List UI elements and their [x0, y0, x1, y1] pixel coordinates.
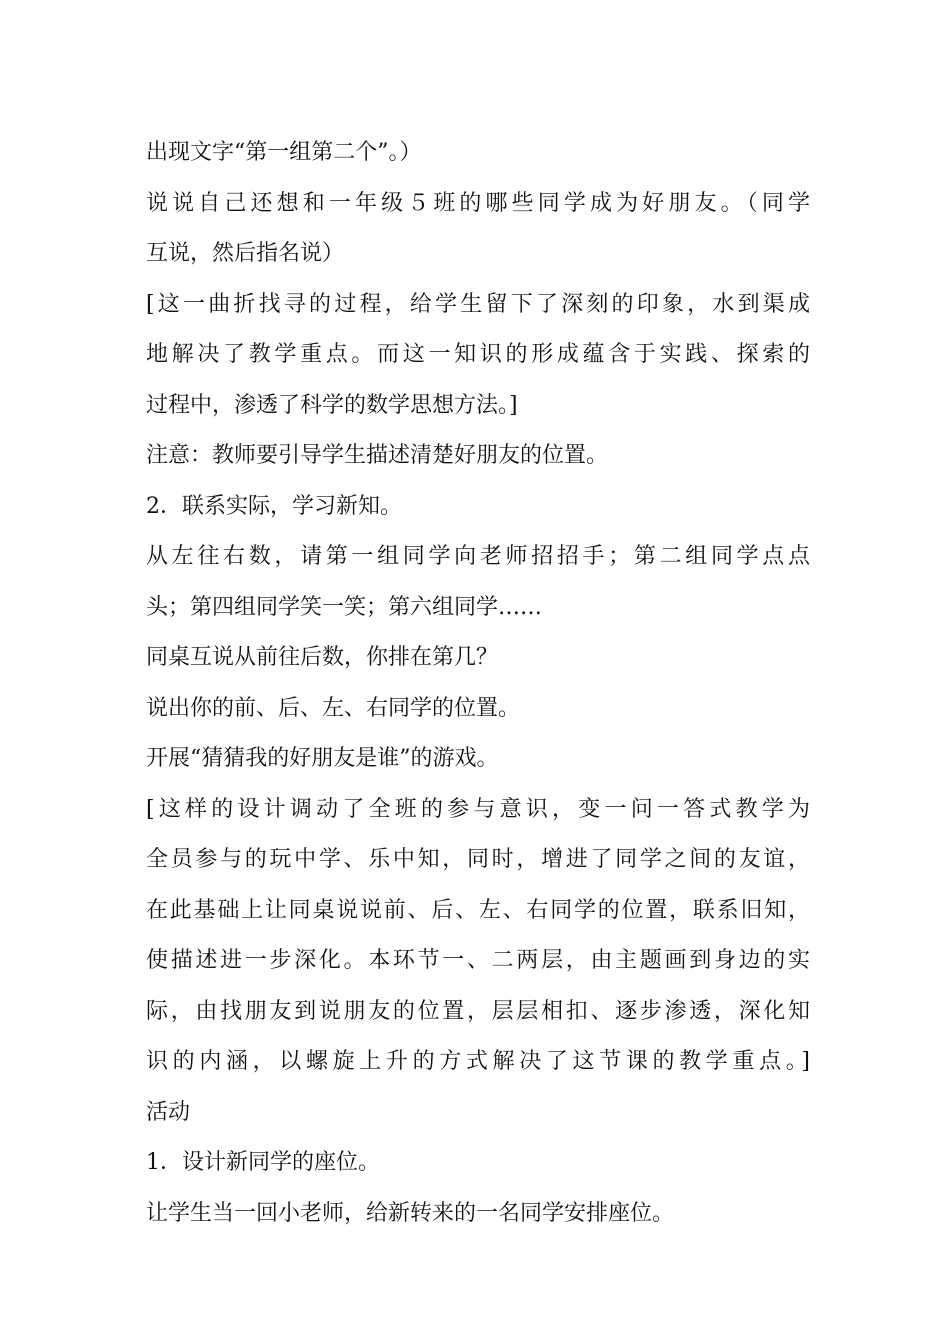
text-line-18: 际，由找朋友到说朋友的位置，层层相扣、逐步渗透，深化知: [146, 998, 810, 1024]
text-line-22: 让学生当一回小老师，给新转来的一名同学安排座位。: [146, 1200, 675, 1226]
text-line-2: 说说自己还想和一年级５班的哪些同学成为好朋友。（同学: [146, 190, 810, 216]
text-line-10: 头；第四组同学笑一笑；第六组同学……: [146, 594, 543, 620]
text-line-17: 使描述进一步深化。本环节一、二两层，由主题画到身边的实: [146, 948, 810, 973]
text-line-20: 活动: [146, 1099, 191, 1125]
text-line-19: 识的内涵，以螺旋上升的方式解决了这节课的教学重点。]: [146, 1049, 810, 1074]
text-line-16: 在此基础上让同桌说说前、后、左、右同学的位置，联系旧知，: [146, 897, 810, 923]
text-line-6: 过程中，渗透了科学的数学思想方法。]: [146, 392, 518, 418]
body-text: [146, 128, 810, 1239]
text-line-11: 同桌互说从前往后数，你排在第几？: [146, 645, 499, 670]
text-line-9: 从左往右数，请第一组同学向老师招招手；第二组同学点点: [146, 544, 810, 569]
text-line-15: 全员参与的玩中学、乐中知，同时，增进了同学之间的友谊，: [146, 847, 810, 872]
text-line-3: 互说，然后指名说）: [146, 241, 345, 266]
text-line-7: 注意：教师要引导学生描述清楚好朋友的位置。: [146, 443, 609, 468]
text-line-12: 说出你的前、后、左、右同学的位置。: [146, 695, 521, 721]
text-line-13: 开展“猜猜我的好朋友是谁”的游戏。: [146, 746, 499, 771]
text-line-8: 2．联系实际，学习新知。: [146, 493, 402, 519]
text-line-14: [这样的设计调动了全班的参与意识，变一问一答式教学为: [146, 796, 810, 822]
text-line-21: 1．设计新同学的座位。: [146, 1150, 380, 1175]
text-line-1: 出现文字“第一组第二个”。）: [146, 140, 422, 165]
text-line-4: [这一曲折找寻的过程，给学生留下了深刻的印象，水到渠成: [146, 291, 810, 317]
text-line-5: 地解决了教学重点。而这一知识的形成蕴含于实践、探索的: [146, 342, 810, 367]
